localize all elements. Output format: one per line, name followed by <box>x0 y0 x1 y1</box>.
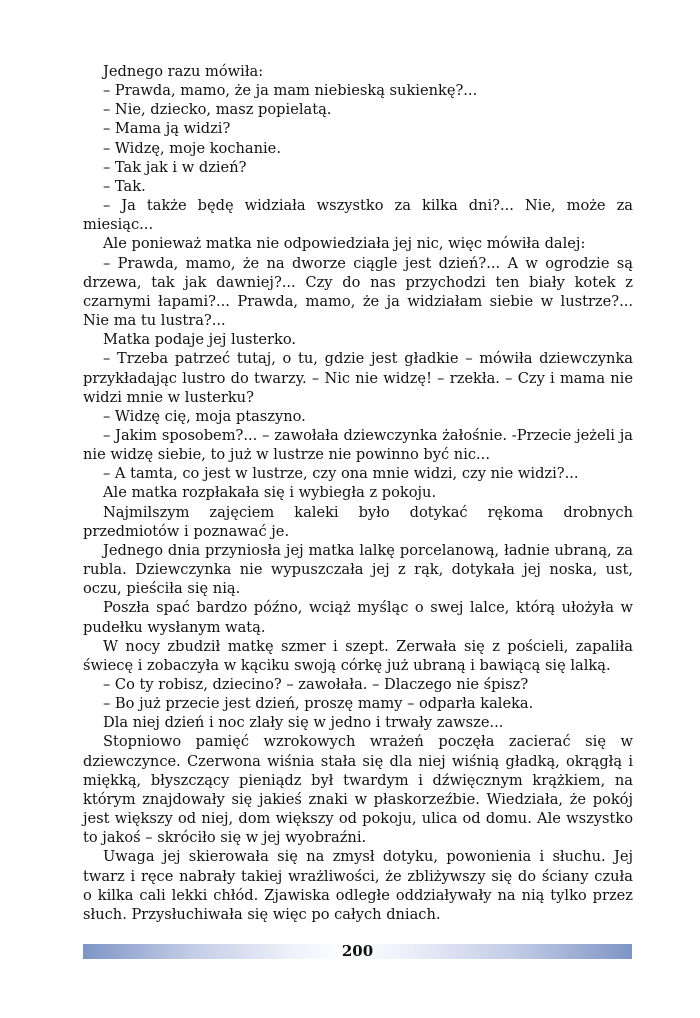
paragraph: Poszła spać bardzo późno, wciąż myśląc o swej lalce, którą ułożyła w pudełku wysłanym watą. <box>83 599 633 636</box>
paragraph: – Nie, dziecko, masz popielatą. <box>103 101 332 119</box>
paragraph: – Ja także będę widziała wszystko za kilka dni?... Nie, może za miesiąc... <box>83 197 633 234</box>
paragraph: – Prawda, mamo, że na dworze ciągle jest dzień?... A w ogrodzie są drzewa, tak jak dawniej?... Czy do nas przychodzi ten biały kotek z czarnymi łapami?... Prawda, mamo, że ja widziałam siebie w lustrze?... Nie ma tu lustra?... <box>83 254 633 330</box>
paragraph: – Jakim sposobem?... – zawołała dziewczynka żałośnie. -Przecie jeżeli ja nie widzę siebie, to już w lustrze nie powinno być nic... <box>83 426 633 464</box>
paragraph: W nocy zbudził matkę szmer i szept. Zerwała się z pościeli, zapaliła świecę i zobaczyła w kąciku swoją córkę już ubraną i bawiącą się lalką. <box>83 637 633 674</box>
paragraph: – Widzę, moje kochanie. <box>103 139 281 157</box>
paragraph: – Widzę cię, moja ptaszyno. <box>103 407 306 425</box>
paragraph: Matka podaje jej lusterko. <box>103 331 297 349</box>
paragraph: – Bo już przecie jest dzień, proszę mamy – odparła kaleka. <box>103 695 534 713</box>
paragraph: – Mama ją widzi? <box>103 120 231 138</box>
paragraph: – Tak jak i w dzień? <box>103 158 247 176</box>
paragraph: – Tak. <box>103 177 146 195</box>
body-text <box>83 62 633 924</box>
paragraph: Jednego razu mówiła: <box>103 63 264 80</box>
paragraph: Jednego dnia przyniosła jej matka lalkę porcelanową, ładnie ubraną, za rubla. Dziewczynka nie wypuszczała jej z rąk, dotykała jej noska, ust, oczu, pieściła się nią. <box>83 541 633 598</box>
paragraph: – A tamta, co jest w lustrze, czy ona mnie widzi, czy nie widzi?... <box>103 465 579 483</box>
paragraph: – Prawda, mamo, że ja mam niebieską sukienkę?... <box>103 82 478 100</box>
paragraph: Najmilszym zajęciem kaleki było dotykać rękoma drobnych przedmiotów i poznawać je. <box>83 503 633 540</box>
paragraph: Uwaga jej skierowała się na zmysł dotyku, powonienia i słuchu. Jej twarz i ręce nabrały takiej wrażliwości, że zbliżywszy się do ściany czuła o kilka cali lekki chłód. Zjawiska odległe oddziaływały na nią tylko przez słuch. Przysłuchiwała się więc po całych dniach. <box>83 848 633 923</box>
paragraph: – Co ty robisz, dziecino? – zawołała. – Dlaczego nie śpisz? <box>103 676 529 693</box>
page-number: 200 <box>341 942 374 960</box>
footer-bar <box>83 944 632 959</box>
paragraph: Stopniowo pamięć wzrokowych wrażeń poczęła zacierać się w dziewczynce. Czerwona wiśnia stała się dla niej wiśnią gładką, okrągłą i miękką, błyszczący pieniądz był twardym i dźwięcznym krążkiem, na którym znajdowały się jakieś znaki w płaskorzeźbie. Wiedziała, że pokój jest większy od niej, dom większy od pokoju, ulica od domu. Ale wszystko to jakoś – skróciło się w jej wyobraźni. <box>83 733 633 847</box>
paragraph: Ale matka rozpłakała się i wybiegła z pokoju. <box>103 484 437 502</box>
paragraph: Ale ponieważ matka nie odpowiedziała jej nic, więc mówiła dalej: <box>103 235 586 253</box>
paragraph: Dla niej dzień i noc zlały się w jedno i trwały zawsze... <box>103 714 504 732</box>
paragraph: – Trzeba patrzeć tutaj, o tu, gdzie jest gładkie – mówiła dziewczynka przykładając lustro do twarzy. – Nic nie widzę! – rzekła. – Czy i mama nie widzi mnie w lusterku? <box>83 350 633 406</box>
